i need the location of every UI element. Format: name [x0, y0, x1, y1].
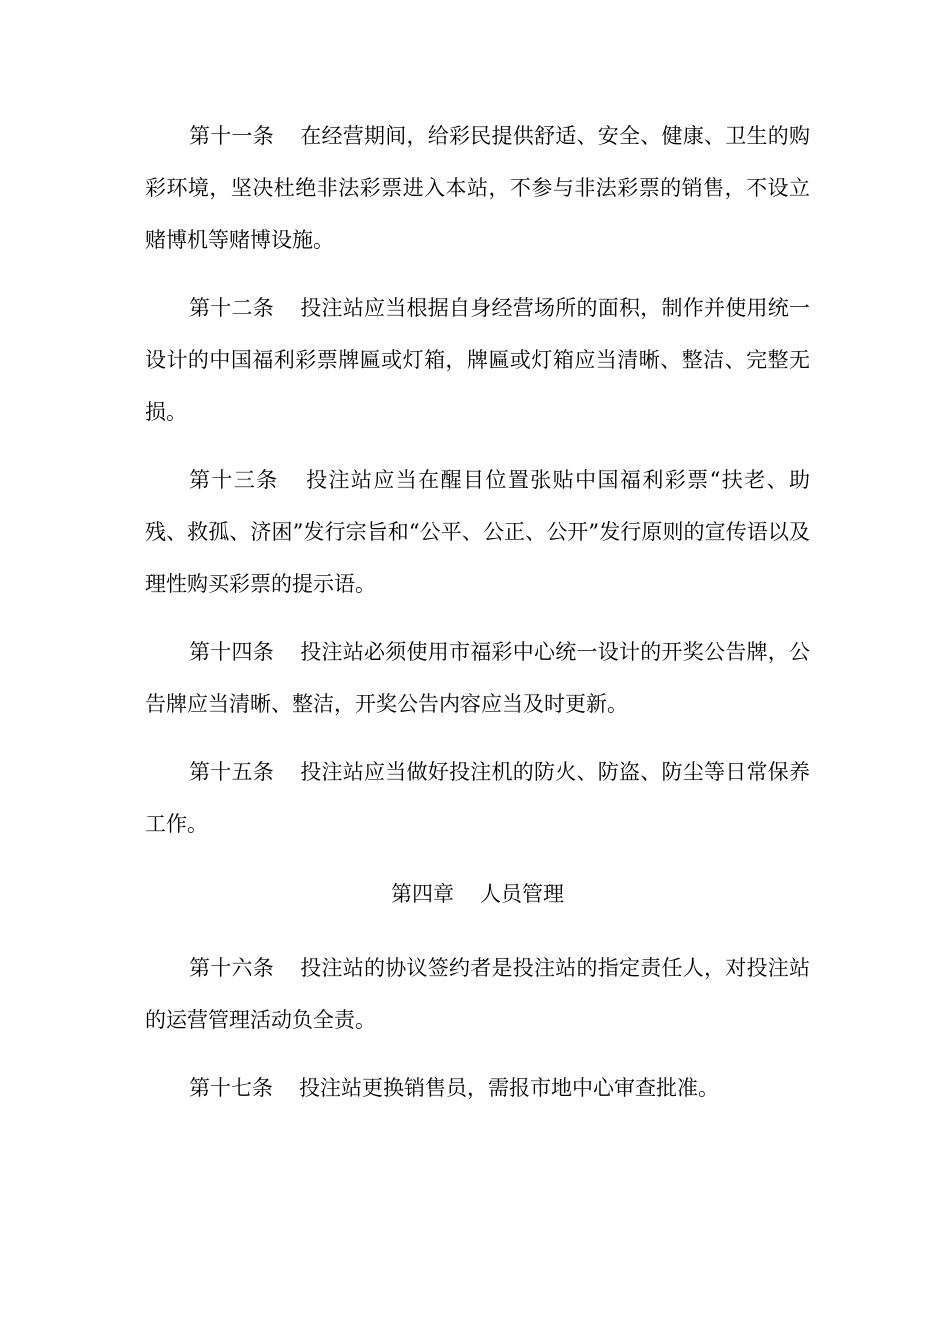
article-number: 第十六条 [189, 956, 274, 980]
article-text: 投注站更换销售员，需报市地中心审查批准。 [299, 1076, 719, 1100]
article-number: 第十三条 [189, 468, 279, 492]
article-number: 第十七条 [189, 1076, 273, 1100]
article-text: 投注站的协议签约者是投注站的指定责任人，对投注站的运营管理活动负全责。 [145, 956, 810, 1032]
article-13 [145, 454, 810, 610]
article-text: 投注站应当做好投注机的防火、防盗、防尘等日常保养工作。 [145, 760, 810, 836]
article-text: 投注站应当根据自身经营场所的面积，制作并使用统一设计的中国福利彩票牌匾或灯箱，牌匾或灯箱应当清晰、整洁、完整无损。 [145, 296, 810, 424]
article-15 [145, 746, 810, 850]
article-number: 第十一条 [189, 124, 274, 148]
article-text: 在经营期间，给彩民提供舒适、安全、健康、卫生的购彩环境，坚决杜绝非法彩票进入本站，不参与非法彩票的销售，不设立赌博机等赌博设施。 [145, 124, 810, 252]
article-11 [145, 110, 810, 266]
chapter-number: 第四章 [391, 882, 454, 906]
article-14 [145, 626, 810, 730]
article-text: 投注站应当在醒目位置张贴中国福利彩票“扶老、助残、救孤、济困”发行宗旨和“公平、公正、公开”发行原则的宣传语以及理性购买彩票的提示语。 [145, 468, 811, 596]
chapter-heading [145, 868, 810, 920]
article-number: 第十四条 [189, 640, 274, 664]
article-17 [145, 1062, 810, 1114]
article-number: 第十二条 [189, 296, 274, 320]
chapter-title: 人员管理 [480, 882, 564, 906]
article-text: 投注站必须使用市福彩中心统一设计的开奖公告牌，公告牌应当清晰、整洁，开奖公告内容应当及时更新。 [145, 640, 810, 716]
article-12 [145, 282, 810, 438]
article-number: 第十五条 [189, 760, 274, 784]
article-16 [145, 942, 810, 1046]
